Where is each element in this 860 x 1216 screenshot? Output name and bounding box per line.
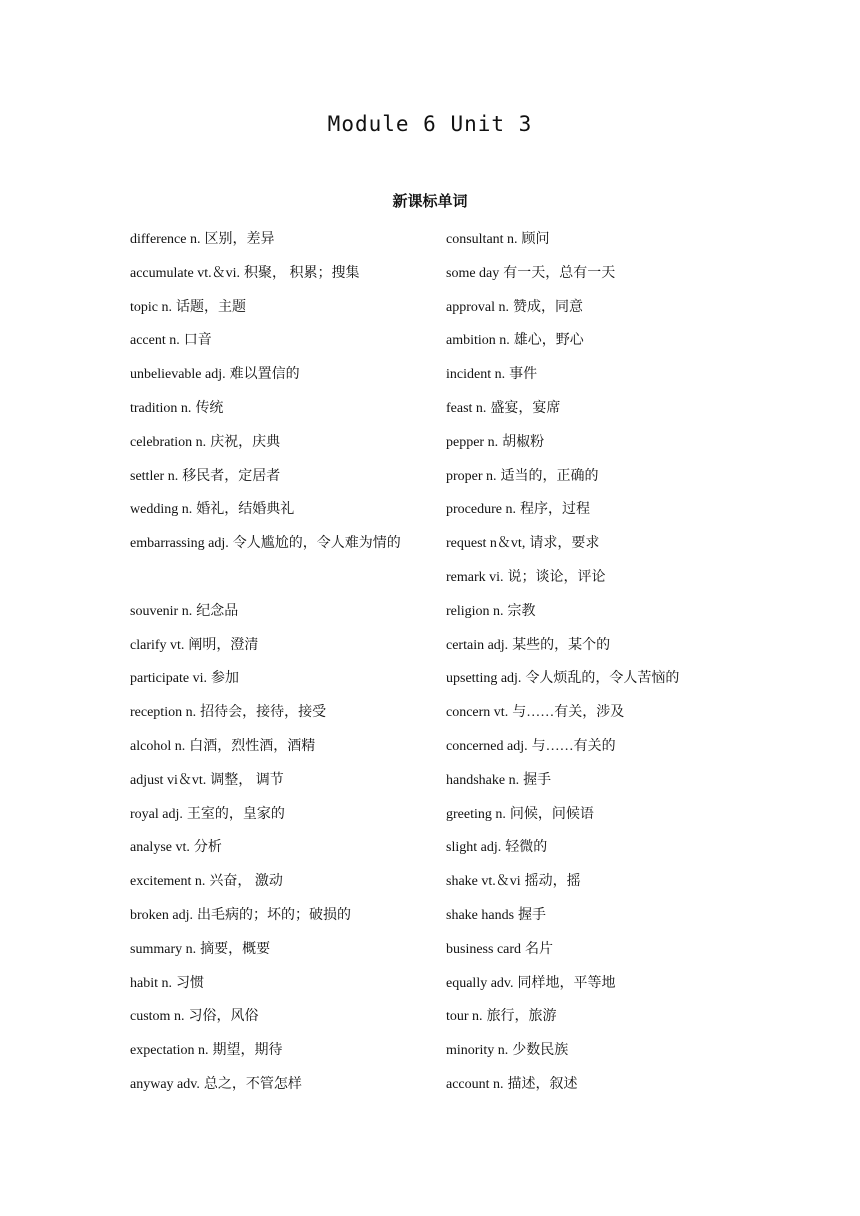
vocab-entry [130, 324, 430, 358]
vocab-word: slight adj. [446, 840, 502, 856]
vocab-word: ambition n. [446, 333, 510, 349]
vocab-meaning: 出毛病的；坏的；破损的 [196, 907, 351, 923]
vocab-entry [446, 967, 746, 1001]
vocab-entry [130, 831, 430, 865]
vocab-word: embarrassing adj. [130, 536, 229, 552]
vocab-word: royal adj. [130, 806, 183, 822]
vocab-word: accent n. [130, 333, 180, 349]
vocab-word: shake hands [446, 907, 515, 923]
vocab-word: consultant n. [446, 232, 518, 247]
vocab-meaning: 某些的，某个的 [512, 637, 611, 653]
vocab-meaning: 习俗，风俗 [188, 1009, 259, 1025]
vocab-meaning: 摘要，概要 [200, 941, 271, 957]
vocab-meaning: 口音 [183, 333, 212, 349]
vocab-meaning: 说；谈论，评论 [507, 569, 606, 585]
vocab-word: expectation n. [130, 1043, 209, 1059]
vocab-entry [130, 730, 430, 764]
vocab-meaning: 握手 [518, 907, 547, 923]
vocab-word: shake vt.＆vi [446, 874, 521, 890]
vocab-meaning: 分析 [193, 840, 222, 856]
vocab-meaning: 招待会，接待，接受 [200, 705, 327, 721]
vocab-entry [446, 460, 746, 494]
vocab-meaning: 有一天，总有一天 [503, 265, 616, 281]
vocab-word: habit n. [130, 975, 172, 991]
vocab-meaning: 婚礼，结婚典礼 [196, 502, 295, 518]
vocab-entry [130, 223, 430, 257]
vocab-meaning: 握手 [523, 772, 552, 788]
vocab-word: difference n. [130, 232, 201, 247]
vocab-meaning: 习惯 [176, 975, 204, 991]
vocab-meaning: 王室的，皇家的 [186, 806, 285, 822]
vocab-entry [446, 865, 746, 899]
vocab-word: upsetting adj. [446, 671, 522, 687]
vocab-word: tradition n. [130, 400, 192, 416]
vocab-word: concern vt. [446, 705, 509, 721]
vocab-meaning: 令人烦乱的，令人苦恼的 [525, 671, 680, 687]
vocab-word: concerned adj. [446, 738, 528, 754]
vocab-word: certain adj. [446, 637, 509, 653]
vocab-meaning: 顾问 [521, 232, 550, 247]
vocab-word: anyway adv. [130, 1076, 200, 1092]
vocab-entry [130, 933, 430, 967]
vocab-meaning: 参加 [210, 671, 239, 687]
vocab-word: custom n. [130, 1009, 185, 1025]
vocab-entry [130, 865, 430, 899]
vocab-meaning: 雄心，野心 [513, 333, 584, 349]
vocab-entry [130, 899, 430, 933]
vocab-meaning: 赞成，同意 [512, 299, 583, 315]
vocab-meaning: 庆祝，庆典 [210, 434, 281, 450]
vocab-word: excitement n. [130, 874, 206, 890]
vocab-word: business card [446, 941, 522, 957]
vocab-entry [446, 696, 746, 730]
vocab-meaning: 移民者，定居者 [182, 468, 281, 484]
vocab-meaning: 描述，叙述 [507, 1076, 578, 1092]
vocab-entry [446, 831, 746, 865]
vocab-meaning: 期望，期待 [212, 1043, 283, 1059]
vocab-entry [130, 426, 430, 460]
vocab-word: proper n. [446, 468, 497, 484]
vocab-word: incident n. [446, 367, 506, 383]
vocab-entry [446, 730, 746, 764]
vocab-word: wedding n. [130, 502, 193, 518]
vocab-word: celebration n. [130, 434, 207, 450]
vocab-meaning: 同样地，平等地 [517, 975, 616, 991]
vocab-word: remark vi. [446, 569, 504, 585]
vocab-entry [446, 933, 746, 967]
page-title: Module 6 Unit 3 [327, 112, 533, 136]
vocab-meaning: 适当的，正确的 [500, 468, 599, 484]
vocab-word: handshake n. [446, 772, 520, 788]
vocab-entry [446, 358, 746, 392]
vocab-meaning: 与……有关，涉及 [512, 705, 625, 721]
vocab-meaning: 摇动，摇 [524, 874, 581, 890]
vocab-word: procedure n. [446, 502, 516, 518]
vocab-entry [130, 1034, 430, 1068]
vocab-entry [446, 798, 746, 832]
vocab-meaning: 阐明，澄清 [188, 637, 259, 653]
vocab-meaning: 兴奋， 激动 [209, 874, 283, 890]
vocab-entry [446, 561, 746, 595]
vocab-word: adjust vi＆vt. [130, 772, 207, 788]
vocab-entry [446, 223, 746, 257]
vocab-entry [130, 967, 430, 1001]
vocab-meaning: 少数民族 [512, 1043, 569, 1059]
vocab-word: reception n. [130, 705, 197, 721]
vocab-word: request n＆vt, [446, 536, 526, 552]
vocab-word: minority n. [446, 1043, 509, 1059]
vocab-entry [130, 392, 430, 426]
vocab-meaning: 与……有关的 [531, 738, 616, 754]
vocab-word: clarify vt. [130, 637, 185, 653]
vocab-meaning: 请求，要求 [529, 536, 600, 552]
vocab-word: tour n. [446, 1009, 483, 1025]
vocab-meaning: 名片 [525, 941, 554, 957]
vocab-meaning: 问候，问候语 [509, 806, 594, 822]
vocab-entry [130, 629, 430, 663]
vocab-entry [446, 291, 746, 325]
vocab-meaning: 宗教 [507, 603, 536, 619]
vocab-list-right [446, 223, 746, 1102]
vocab-entry [130, 493, 430, 527]
vocab-meaning: 总之，不管怎样 [203, 1076, 302, 1092]
vocab-meaning: 区别，差异 [204, 232, 275, 247]
vocab-entry [130, 358, 430, 392]
section-heading: 新课标单词 [392, 192, 468, 210]
vocab-entry [446, 392, 746, 426]
vocab-word: equally adv. [446, 975, 514, 991]
vocab-entry [446, 324, 746, 358]
vocab-meaning: 胡椒粉 [502, 434, 545, 450]
vocab-word: participate vi. [130, 671, 207, 687]
vocab-meaning: 难以置信的 [229, 367, 300, 383]
vocab-word: summary n. [130, 941, 197, 957]
vocab-meaning: 调整， 调节 [210, 772, 284, 788]
vocab-word: alcohol n. [130, 738, 186, 754]
vocab-entry [130, 662, 430, 696]
vocab-list-left [130, 223, 430, 1102]
vocab-entry [446, 629, 746, 663]
vocab-entry [130, 1000, 430, 1034]
vocab-meaning: 旅行，旅游 [486, 1009, 557, 1025]
vocab-entry [130, 595, 430, 629]
vocab-entry [446, 595, 746, 629]
vocab-word: feast n. [446, 400, 487, 416]
vocab-meaning: 纪念品 [196, 603, 239, 619]
vocab-entry [446, 426, 746, 460]
vocab-word: account n. [446, 1076, 504, 1092]
vocab-word: pepper n. [446, 434, 499, 450]
vocab-entry [130, 1068, 430, 1102]
vocab-entry [130, 291, 430, 325]
vocab-word: topic n. [130, 299, 172, 315]
vocab-meaning: 事件 [509, 367, 538, 383]
vocab-meaning: 盛宴，宴席 [490, 400, 561, 416]
vocab-entry [130, 527, 430, 595]
vocab-meaning: 程序，过程 [519, 502, 590, 518]
vocab-word: analyse vt. [130, 840, 190, 856]
vocab-meaning: 白酒，烈性酒，酒精 [189, 738, 316, 754]
vocab-entry [130, 764, 430, 798]
vocab-meaning: 积聚， 积累；搜集 [244, 265, 360, 281]
vocab-word: approval n. [446, 299, 509, 315]
vocab-word: some day [446, 265, 500, 281]
vocab-meaning: 传统 [195, 400, 224, 416]
vocab-entry [446, 764, 746, 798]
vocab-entry [130, 798, 430, 832]
vocab-meaning: 令人尴尬的，令人难为情的 [232, 536, 401, 552]
vocab-word: broken adj. [130, 907, 193, 923]
vocab-entry [130, 257, 430, 291]
vocab-meaning: 话题，主题 [176, 299, 246, 315]
vocab-entry [446, 1068, 746, 1102]
vocab-word: greeting n. [446, 806, 506, 822]
vocab-word: religion n. [446, 603, 504, 619]
vocab-entry [446, 1000, 746, 1034]
vocab-word: unbelievable adj. [130, 367, 226, 383]
vocab-entry [446, 1034, 746, 1068]
vocab-entry [130, 460, 430, 494]
vocab-word: accumulate vt.＆vi. [130, 265, 241, 281]
vocab-entry [446, 527, 746, 561]
vocab-meaning: 轻微的 [505, 840, 548, 856]
vocab-entry [446, 257, 746, 291]
vocab-entry [446, 662, 746, 696]
vocab-word: settler n. [130, 468, 179, 484]
vocab-entry [446, 899, 746, 933]
vocab-entry [130, 696, 430, 730]
vocab-word: souvenir n. [130, 603, 193, 619]
vocab-entry [446, 493, 746, 527]
